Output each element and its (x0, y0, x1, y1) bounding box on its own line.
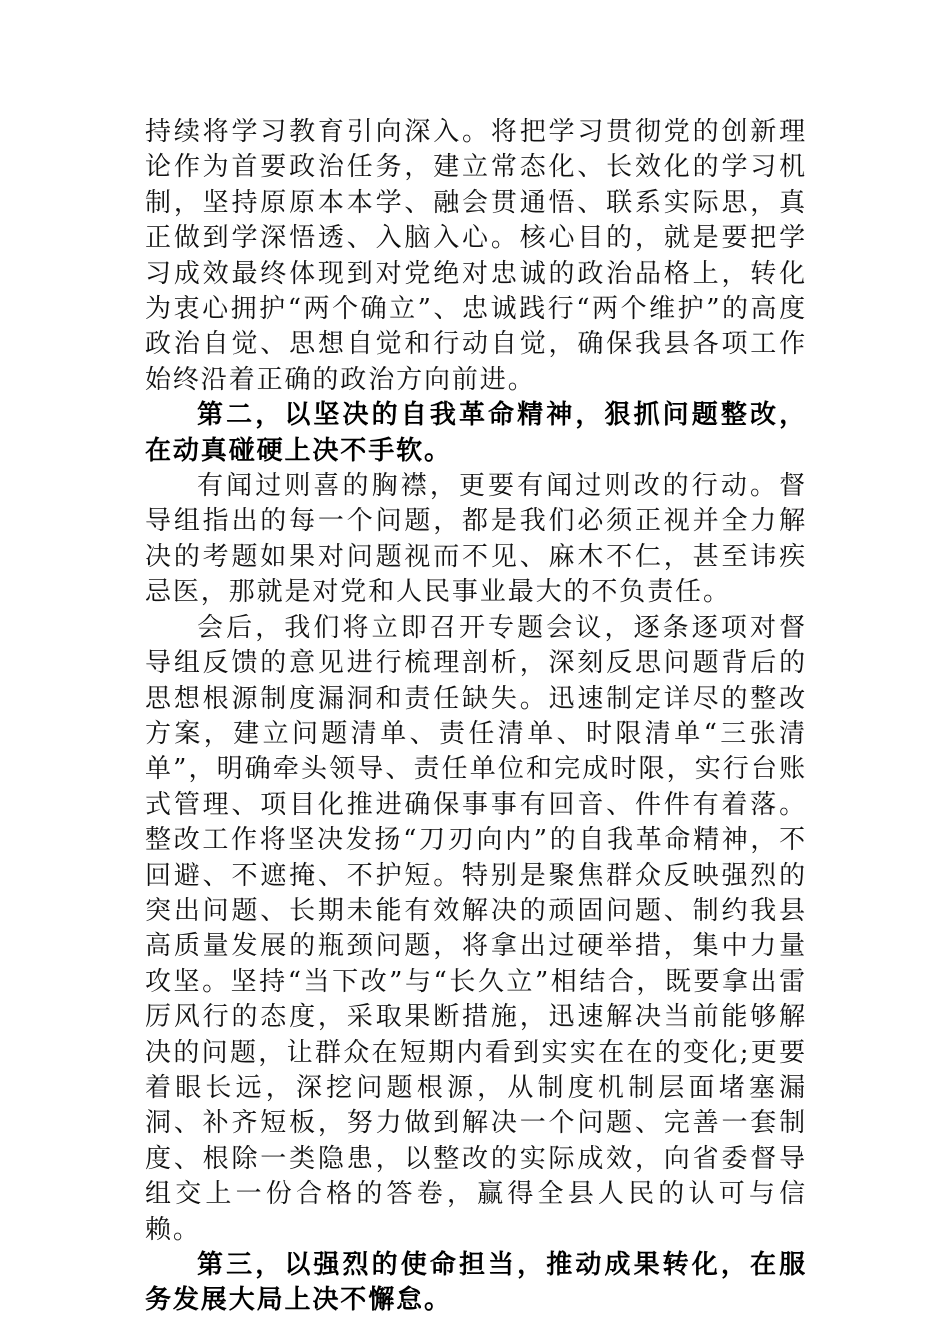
body-paragraph-attitude: 有闻过则喜的胸襟，更要有闻过则改的行动。督导组指出的每一个问题，都是我们必须正视并全力解决的考题如果对问题视而不见、麻木不仁，甚至讳疾忌医，那就是对党和人民事业最大的不负责任。 (145, 471, 807, 608)
body-paragraph-rectification: 会后，我们将立即召开专题会议，逐条逐项对督导组反馈的意见进行梳理剖析，深刻反思问题背后的思想根源制度漏洞和责任缺失。迅速制定详尽的整改方案，建立问题清单、责任清单、时限清单“三张清单”，明确牵头领导、责任单位和完成时限，实行台账式管理、项目化推进确保事事有回音、件件有着落。整改工作将坚决发扬“刀刃向内”的自我革命精神，不回避、不遮掩、不护短。特别是聚焦群众反映强烈的突出问题、长期未能有效解决的顽固问题、制约我县高质量发展的瓶颈问题，将拿出过硬举措，集中力量攻坚。坚持“当下改”与“长久立”相结合，既要拿出雷厉风行的态度，采取果断措施，迅速解决当前能够解决的问题，让群众在短期内看到实实在在的变化;更要着眼长远，深挖问题根源，从制度机制层面堵塞漏洞、补齐短板，努力做到解决一个问题、完善一套制度、根除一类隐患，以整改的实际成效，向省委督导组交上一份合格的答卷，赢得全县人民的认可与信赖。 (145, 612, 807, 1245)
section-heading-second: 第二，以坚决的自我革命精神，狠抓问题整改，在动真碰硬上决不手软。 (145, 400, 807, 466)
body-paragraph-study: 持续将学习教育引向深入。将把学习贯彻党的创新理论作为首要政治任务，建立常态化、长效化的学习机制，坚持原原本本学、融会贯通悟、联系实际思，真正做到学深悟透、入脑入心。核心目的，就是要把学习成效最终体现到对党绝对忠诚的政治品格上，转化为衷心拥护“两个确立”、忠诚践行“两个维护”的高度政治自觉、思想自觉和行动自觉，确保我县各项工作始终沿着正确的政治方向前进。 (145, 117, 807, 395)
section-heading-third: 第三，以强烈的使命担当，推动成果转化，在服务发展大局上决不懈怠。 (145, 1250, 807, 1316)
document-body (145, 115, 807, 1319)
